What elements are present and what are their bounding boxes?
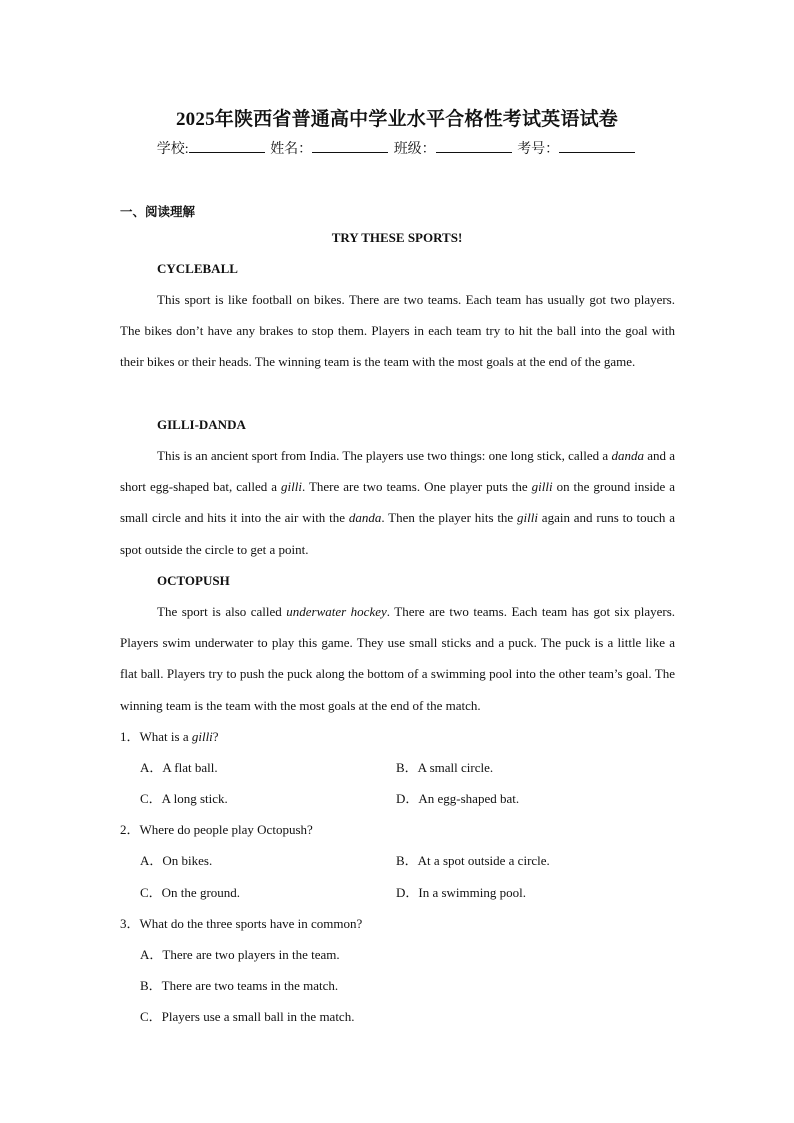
paragraph-octopush: The sport is also called underwater hockey. There are two teams. Each team has got six players. Players swim underwater to play this game. They use small sticks and a puck. The puck is a little like a flat ball. Players try to push the puck along the bottom of a swimming pool into the other team’s goal. The winning team is the team with the most goals at the end of the match. [120, 604, 675, 713]
question-2: 2．Where do people play Octopush? [120, 822, 313, 837]
q2-option-c[interactable]: C．On the ground. [140, 885, 241, 900]
question-3: 3．What do the three sports have in common? [120, 916, 363, 931]
page-title: 2025年陕西省普通高中学业水平合格性考试英语试卷 [175, 109, 618, 130]
student-info-line [0, 138, 794, 158]
q1-option-a[interactable]: A．A flat ball. [140, 760, 218, 775]
exam-number-blank[interactable] [559, 140, 635, 153]
q2-option-d[interactable]: D．In a swimming pool. [396, 885, 526, 900]
paragraph-gilli-danda: This is an ancient sport from India. The players use two things: one long stick, called a danda and a short egg-shaped bat, called a gilli. There are two teams. One player puts the gilli on the ground inside a small circle and hits it into the air with the danda. Then the player hits the gilli again and runs to touch a spot outside the circle to get a point. [120, 448, 675, 557]
sport-heading-gilli-danda: GILLI-DANDA [157, 417, 246, 432]
question-1: 1．What is a gilli? [120, 729, 219, 744]
q1-option-b[interactable]: B．A small circle. [396, 760, 494, 775]
q2-option-a[interactable]: A．On bikes. [140, 853, 213, 868]
name-blank[interactable] [312, 140, 388, 153]
q3-option-a[interactable]: A．There are two players in the team. [140, 947, 340, 962]
paragraph-cycleball: This sport is like football on bikes. There are two teams. Each team has usually got two players. The bikes don’t have any brakes to stop them. Players in each team try to hit the ball into the goal with their bikes or their heads. The winning team is the team with the most goals at the end of the game. [120, 292, 675, 370]
q3-option-b[interactable]: B．There are two teams in the match. [140, 978, 339, 993]
q3-option-c[interactable]: C．Players use a small ball in the match. [140, 1009, 355, 1024]
sport-heading-cycleball: CYCLEBALL [157, 261, 238, 276]
q2-option-b[interactable]: B．At a spot outside a circle. [396, 853, 550, 868]
school-blank[interactable] [189, 140, 265, 153]
school-label: 学校: [156, 142, 189, 157]
q1-option-c[interactable]: C．A long stick. [140, 791, 228, 806]
exam-number-label: 考号： [517, 142, 560, 157]
class-blank[interactable] [436, 140, 512, 153]
class-label: 班级： [393, 142, 436, 157]
section-heading: 一、阅读理解 [120, 204, 196, 219]
name-label: 姓名： [270, 142, 313, 157]
sport-heading-octopush: OCTOPUSH [157, 573, 230, 588]
passage-title: TRY THESE SPORTS! [331, 230, 463, 245]
q1-option-d[interactable]: D．An egg-shaped bat. [396, 791, 520, 806]
